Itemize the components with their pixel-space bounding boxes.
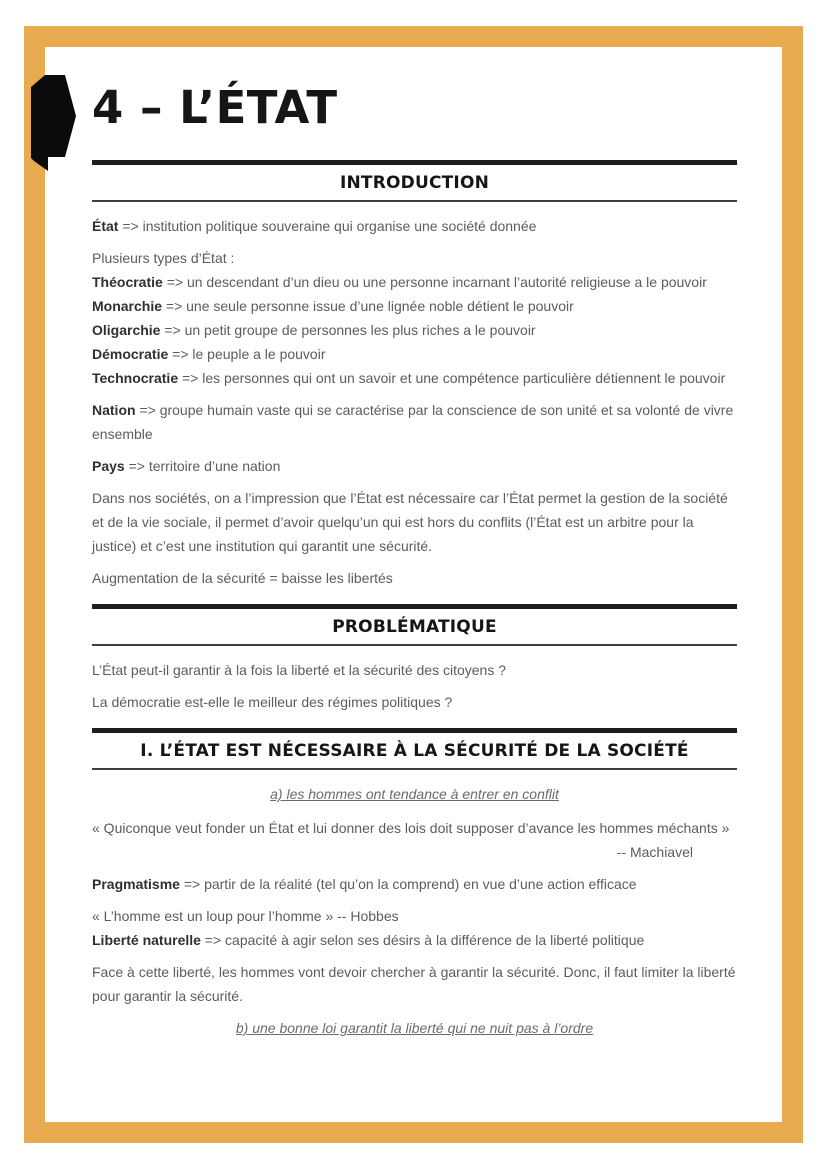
section-heading-part-1: [92, 728, 737, 770]
type-oligarchie-text: => un petit groupe de personnes les plus riches a le pouvoir: [160, 322, 536, 338]
term-nation: Nation: [92, 402, 136, 418]
definition-pragmatisme: [92, 872, 737, 896]
term-liberte-naturelle: Liberté naturelle: [92, 932, 201, 948]
paragraph-societe: Dans nos sociétés, on a l’impression que l’État est nécessaire car l’État permet la gestion de la société et de la vie sociale, il permet d’avoir quelqu’un qui est hors du conflits (l’État est un arbitre pour la justice) et c’est une institution qui garantit une sécurité.: [92, 490, 728, 554]
definition-nation-text: => groupe humain vaste qui se caractérise par la conscience de son unité et sa volonté de vivre ensemble: [92, 402, 734, 442]
term-democratie: Démocratie: [92, 346, 169, 362]
machiavel-quote-block: [92, 816, 737, 864]
definition-etat: [92, 214, 737, 238]
types-etat-block: [92, 246, 737, 390]
definition-pays-text: => territoire d’une nation: [124, 458, 281, 474]
type-democratie-text: => le peuple a le pouvoir: [168, 346, 326, 362]
section-heading-part-1-label: I. L’ÉTAT EST NÉCESSAIRE À LA SÉCURITÉ DE LA SOCIÉTÉ: [140, 741, 689, 761]
type-monarchie: [92, 294, 737, 318]
type-theocratie-text: => un descendant d’un dieu ou une personne incarnant l’autorité religieuse a le pouvoir: [162, 274, 707, 290]
type-technocratie-text: => les personnes qui ont un savoir et une compétence particulière détiennent le pouvoir: [178, 370, 726, 386]
machiavel-author: -- Machiavel: [616, 844, 693, 860]
section-heading-problematique-label: PROBLÉMATIQUE: [332, 617, 497, 637]
problematique-question-1: L’État peut-il garantir à la fois la liberté et la sécurité des citoyens ?: [92, 662, 506, 678]
paragraph-face-liberte: Face à cette liberté, les hommes vont devoir chercher à garantir la sécurité. Donc, il faut limiter la liberté pour garantir la sécurité.: [92, 964, 736, 1004]
term-pragmatisme: Pragmatisme: [92, 876, 180, 892]
subsection-a-heading: a) les hommes ont tendance à entrer en conflit: [270, 786, 559, 802]
problematique-question-2: La démocratie est-elle le meilleur des régimes politiques ?: [92, 694, 453, 710]
definition-liberte-naturelle: [92, 928, 737, 952]
term-monarchie: Monarchie: [92, 298, 163, 314]
term-etat: État: [92, 218, 119, 234]
page-title: 4 – L’ÉTAT: [92, 81, 338, 134]
document-content: [92, 48, 737, 1050]
definition-pays: [92, 454, 737, 478]
term-theocratie: Théocratie: [92, 274, 163, 290]
term-technocratie: Technocratie: [92, 370, 179, 386]
term-oligarchie: Oligarchie: [92, 322, 161, 338]
definition-etat-text: => institution politique souveraine qui organise une société donnée: [118, 218, 537, 234]
section-heading-introduction-label: INTRODUCTION: [339, 173, 490, 193]
type-monarchie-text: => une seule personne issue d’une lignée noble détient le pouvoir: [162, 298, 574, 314]
section-heading-introduction: [92, 160, 737, 202]
hobbes-quote: « L’homme est un loup pour l’homme » -- Hobbes: [92, 908, 399, 924]
term-pays: Pays: [92, 458, 125, 474]
subsection-b-heading: b) une bonne loi garantit la liberté qui ne nuit pas à l’ordre: [235, 1020, 594, 1036]
section-heading-problematique: [92, 604, 737, 646]
type-theocratie: [92, 270, 737, 294]
definition-nation: [92, 398, 737, 446]
definition-pragmatisme-text: => partir de la réalité (tel qu’on la comprend) en vue d’une action efficace: [179, 876, 637, 892]
type-oligarchie: [92, 318, 737, 342]
type-democratie: [92, 342, 737, 366]
machiavel-quote: « Quiconque veut fonder un État et lui donner des lois doit supposer d’avance les hommes méchants »: [92, 820, 730, 836]
definition-liberte-naturelle-text: => capacité à agir selon ses désirs à la différence de la liberté politique: [200, 932, 645, 948]
bookmark-icon: [31, 74, 76, 171]
hobbes-block: [92, 904, 737, 952]
type-technocratie: [92, 366, 737, 390]
paragraph-securite: Augmentation de la sécurité = baisse les libertés: [92, 570, 393, 586]
types-etat-lead: Plusieurs types d’État :: [92, 250, 235, 266]
